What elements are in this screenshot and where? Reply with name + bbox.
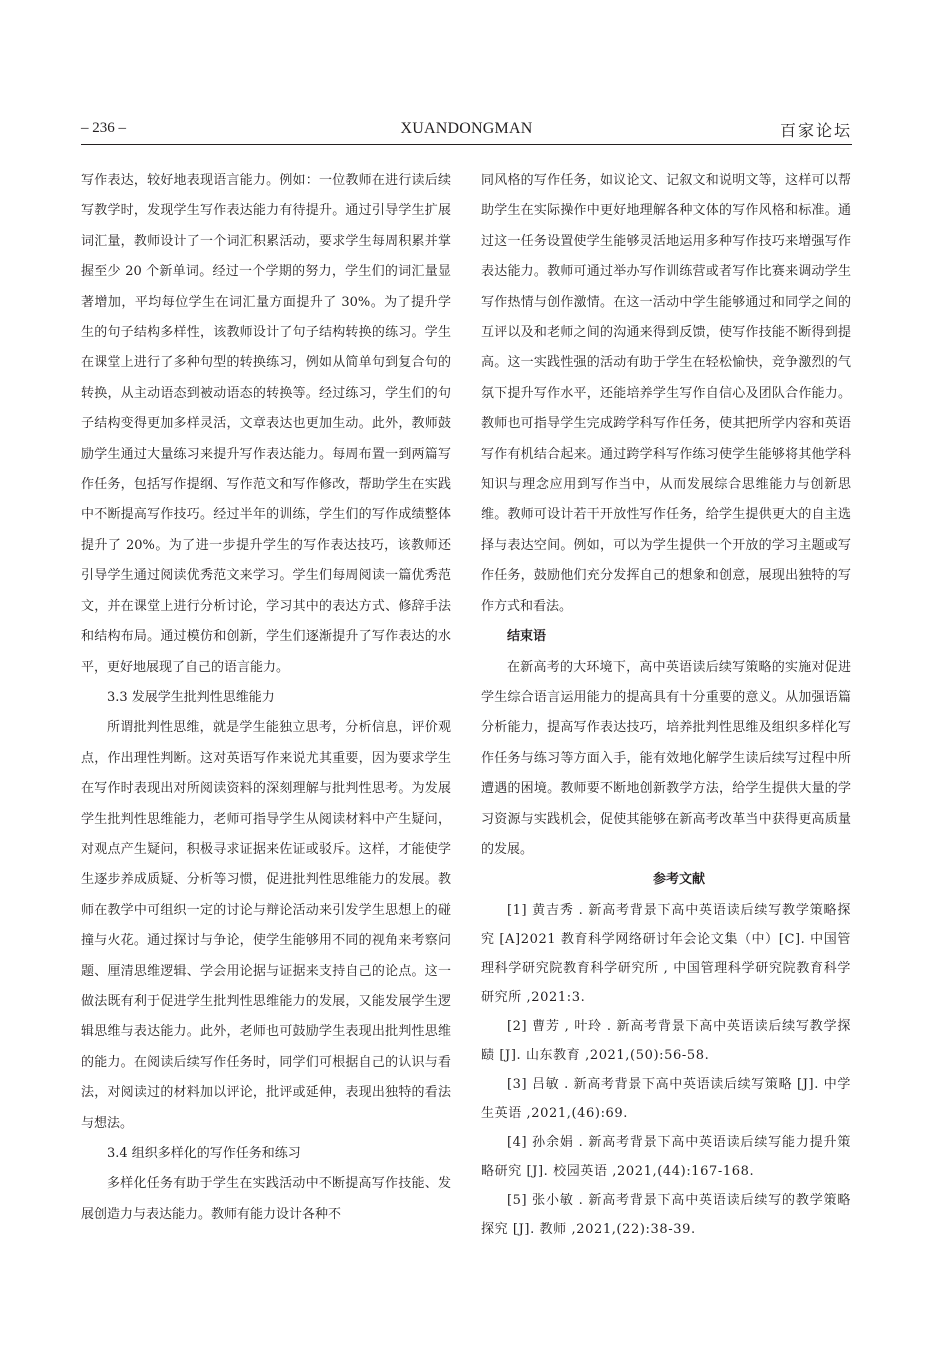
reference-item: [5] 张小敏 . 新高考背景下高中英语读后续写的教学策略探究 [J]. 教师 ,2021,(22):38-39. [481, 1192, 851, 1237]
page-header [81, 118, 852, 145]
paragraph: 多样化任务有助于学生在实践活动中不断提高写作技能、发展创造力与表达能力。教师有能力设计各种不 [81, 1176, 451, 1222]
conclusion-paragraph: 在新高考的大环境下，高中英语读后续写策略的实施对促进学生综合语言运用能力的提高具有十分重要的意义。从加强语篇分析能力，提高写作表达技巧，培养批判性思维及组织多样化写作任务与练习等方面入手，能有效地化解学生读后续写过程中所遭遇的困境。教师要不断地创新教学方法，给学生提供大量的学习资源与实践机会，促使其能够在新高考改革当中获得更高质量的发展。 [481, 659, 851, 857]
reference-item: [1] 黄吉秀 . 新高考背景下高中英语读后续写教学策略探究 [A]2021 教育科学网络研讨年会论文集（中）[C]. 中国管理科学研究院教育科学研究所 , 中国管理科学研究院教育科学研究所 ,2021:3. [481, 902, 851, 1005]
conclusion-heading: 结束语 [507, 629, 547, 645]
left-column [81, 166, 451, 1230]
journal-title: XUANDONGMAN [400, 120, 533, 137]
right-column [481, 166, 851, 1244]
reference-item: [3] 吕敏 . 新高考背景下高中英语读后续写策略 [J]. 中学生英语 ,2021,(46):69. [481, 1076, 851, 1121]
section-heading-3-3: 3.3 发展学生批判性思维能力 [107, 689, 275, 705]
reference-item: [2] 曹芳 , 叶玲 . 新高考背景下高中英语读后续写教学探赜 [J]. 山东教育 ,2021,(50):56-58. [481, 1018, 851, 1063]
section-title: 百家论坛 [779, 121, 852, 140]
paragraph: 所谓批判性思维，就是学生能独立思考，分析信息，评价观点，作出理性判断。这对英语写作来说尤其重要，因为要求学生在写作时表现出对所阅读资料的深刻理解与批判性思考。为发展学生批判性思维能力，老师可指导学生从阅读材料中产生疑问，对观点产生疑问，积极寻求证据来佐证或驳斥。这样，才能使学生逐步养成质疑、分析等习惯，促进批判性思维能力的发展。教师在教学中可组织一定的讨论与辩论活动来引发学生思想上的碰撞与火花。通过探讨与争论，使学生能够用不同的视角来考察问题、厘清思维逻辑、学会用论据与证据来支持自己的论点。这一做法既有利于促进学生批判性思维能力的发展，又能发展学生逻辑思维与表达能力。此外，老师也可鼓励学生表现出批判性思维的能力。在阅读后续写作任务时，同学们可根据自己的认识与看法，对阅读过的材料加以评论，批评或延伸，表现出独特的看法与想法。 [81, 720, 451, 1131]
paragraph: 同风格的写作任务，如议论文、记叙文和说明文等，这样可以帮助学生在实际操作中更好地理解各种文体的写作风格和标准。通过这一任务设置使学生能够灵活地运用多种写作技巧来增强写作表达能力。教师可通过举办写作训练营或者写作比赛来调动学生写作热情与创作激情。在这一活动中学生能够通过和同学之间的互评以及和老师之间的沟通来得到反馈，使写作技能不断得到提高。这一实践性强的活动有助于学生在轻松愉快，竞争激烈的气氛下提升写作水平，还能培养学生写作自信心及团队合作能力。教师也可指导学生完成跨学科写作任务，使其把所学内容和英语写作有机结合起来。通过跨学科写作练习使学生能够将其他学科知识与理念应用到写作当中，从而发展综合思维能力与创新思维。教师可设计若干开放性写作任务，给学生提供更大的自主选择与表达空间。例如，可以为学生提供一个开放的学习主题或写作任务，鼓励他们充分发挥自己的想象和创意，展现出独特的写作方式和看法。 [481, 173, 851, 614]
paragraph: 写作表达，较好地表现语言能力。例如：一位教师在进行读后续写教学时，发现学生写作表达能力有待提升。通过引导学生扩展词汇量，教师设计了一个词汇积累活动，要求学生每周积累并掌握至少 20 个新单词。经过一个学期的努力，学生们的词汇量显著增加，平均每位学生在词汇量方面提升了 30%。为了提升学生的句子结构多样性，该教师设计了句子结构转换的练习。学生在课堂上进行了多种句型的转换练习，例如从简单句到复合句的转换，从主动语态到被动语态的转换等。经过练习，学生们的句子结构变得更加多样灵活，文章表达也更加生动。此外，教师鼓励学生通过大量练习来提升写作表达能力。每周布置一到两篇写作任务，包括写作提纲、写作范文和写作修改，帮助学生在实践中不断提高写作技巧。经过半年的训练，学生们的写作成绩整体提升了 20%。为了进一步提升学生的写作表达技巧，该教师还引导学生通过阅读优秀范文来学习。学生们每周阅读一篇优秀范文，并在课堂上进行分析讨论，学习其中的表达方式、修辞手法和结构布局。通过模仿和创新，学生们逐渐提升了写作表达的水平，更好地展现了自己的语言能力。 [81, 173, 451, 675]
section-heading-3-4: 3.4 组织多样化的写作任务和练习 [107, 1146, 301, 1161]
references-heading: 参考文献 [652, 872, 705, 888]
page-number: – 236 – [81, 120, 126, 136]
reference-item: [4] 孙余娟 . 新高考背景下高中英语读后续写能力提升策略研究 [J]. 校园英语 ,2021,(44):167-168. [481, 1134, 851, 1179]
